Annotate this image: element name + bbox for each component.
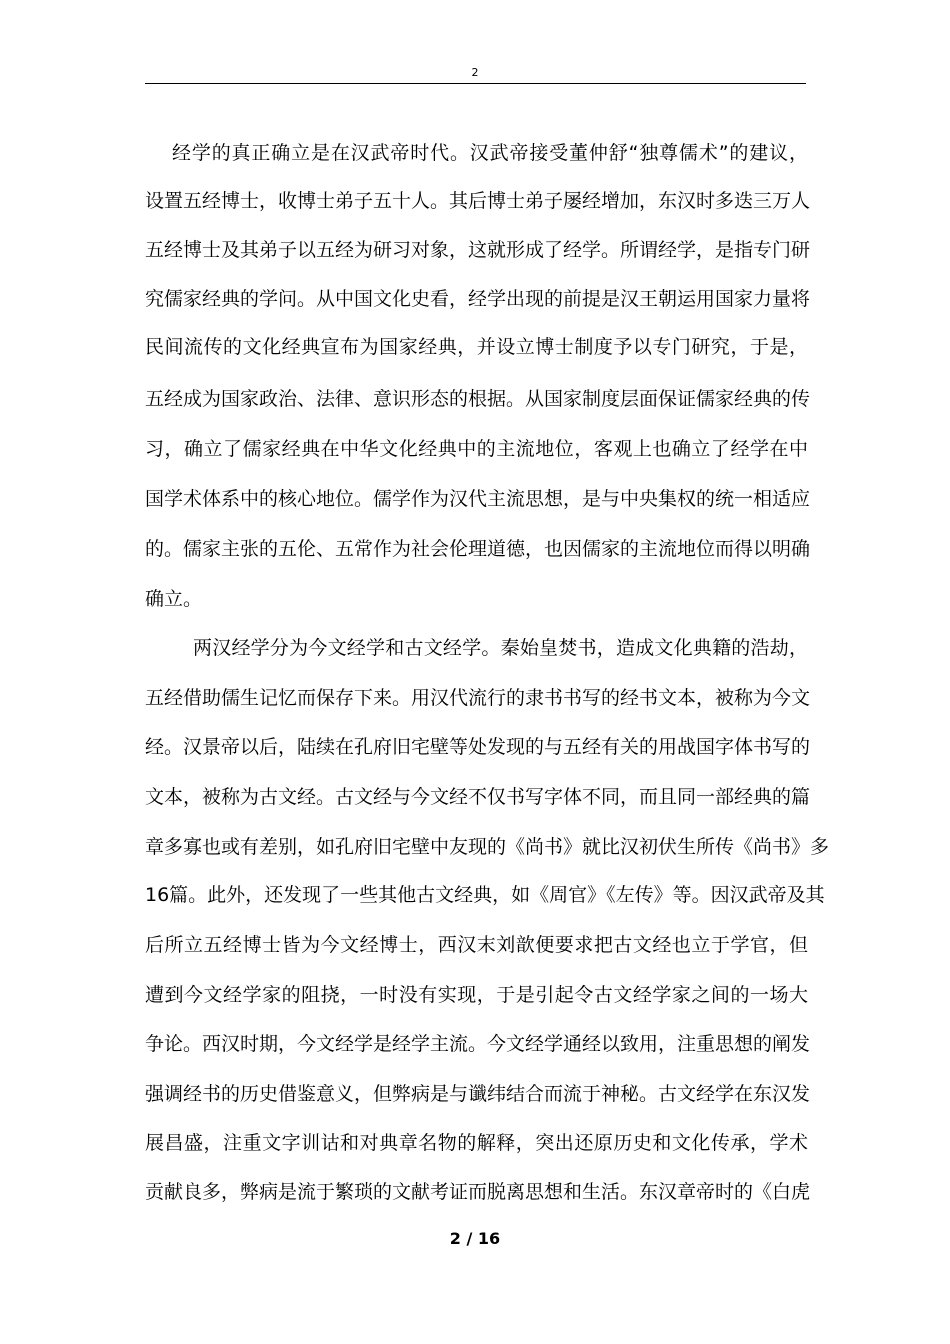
paragraph-1-line: 究儒家经典的学问。从中国文化史看，经学出现的前提是汉王朝运用国家力量将 [145,288,811,310]
paragraph-1-line: 设置五经博士，收博士弟子五十人。其后博士弟子屡经增加，东汉时多迭三万人 [145,190,811,212]
paragraph-2-line: 争论。西汉时期，今文经学是经学主流。今文经学通经以致用，注重思想的阐发 [145,1033,811,1055]
paragraph-2-line: 经。汉景帝以后，陆续在孔府旧宅壁等处发现的与五经有关的用战国字体书写的 [145,736,811,758]
paragraph-2-line: 强调经书的历史借鉴意义，但弊病是与谶纬结合而流于神秘。古文经学在东汉发 [145,1083,811,1105]
paragraph-2-line: 遭到今文经学家的阻挠，一时没有实现，于是引起令古文经学家之间的一场大 [145,984,808,1006]
paragraph-2-line: 后所立五经博士皆为今文经博士，西汉末刘歆便要求把古文经也立于学官，但 [145,934,808,956]
paragraph-2-line: 章多寡也或有差别，如孔府旧宅壁中友现的《尚书》就比汉初伏生所传《尚书》多 [145,836,830,858]
paragraph-1-line: 民间流传的文化经典宣布为国家经典，并设立博士制度予以专门研究，于是， [145,336,808,358]
header-divider [145,83,806,84]
paragraph-2-line: 展昌盛，注重文字训诂和对典章名物的解释，突出还原历史和文化传承，学术 [145,1132,808,1154]
header-page-number: 2 [471,66,479,79]
paragraph-1-line: 五经博士及其弟子以五经为研习对象，这就形成了经学。所谓经学，是指专门研 [145,239,811,261]
paragraph-2-line: 16篇。此外，还发现了一些其他古文经典，如《周官》《左传》等。因汉武帝及其 [145,884,825,906]
paragraph-1-line: 五经成为国家政治、法律、意识形态的根据。从国家制度层面保证儒家经典的传 [145,388,811,410]
paragraph-1-line: 习，确立了儒家经典在中华文化经典中的主流地位，客观上也确立了经学在中 [145,438,808,460]
paragraph-1-line: 的。儒家主张的五伦、五常作为社会伦理道德，也因儒家的主流地位而得以明确 [145,538,811,560]
paragraph-2-line: 贡献良多，弊病是流于繁琐的文献考证而脱离思想和生活。东汉章帝时的《白虎 [145,1181,811,1203]
paragraph-2-line: 文本，被称为古文经。古文经与今文经不仅书写字体不同，而且同一部经典的篇 [145,786,811,808]
paragraph-1-line: 确立。 [145,588,203,610]
footer-page-indicator: 2 / 16 [449,1229,501,1248]
paragraph-2-line: 两汉经学分为今文经学和古文经学。秦始皇焚书，造成文化典籍的浩劫， [193,637,808,659]
paragraph-1-line: 国学术体系中的核心地位。儒学作为汉代主流思想，是与中央集权的统一相适应 [145,488,811,510]
paragraph-2-line: 五经借助儒生记忆而保存下来。用汉代流行的隶书书写的经书文本，被称为今文 [145,687,811,709]
paragraph-1-line: 经学的真正确立是在汉武帝时代。汉武帝接受董仲舒“独尊儒术”的建议， [172,142,808,164]
